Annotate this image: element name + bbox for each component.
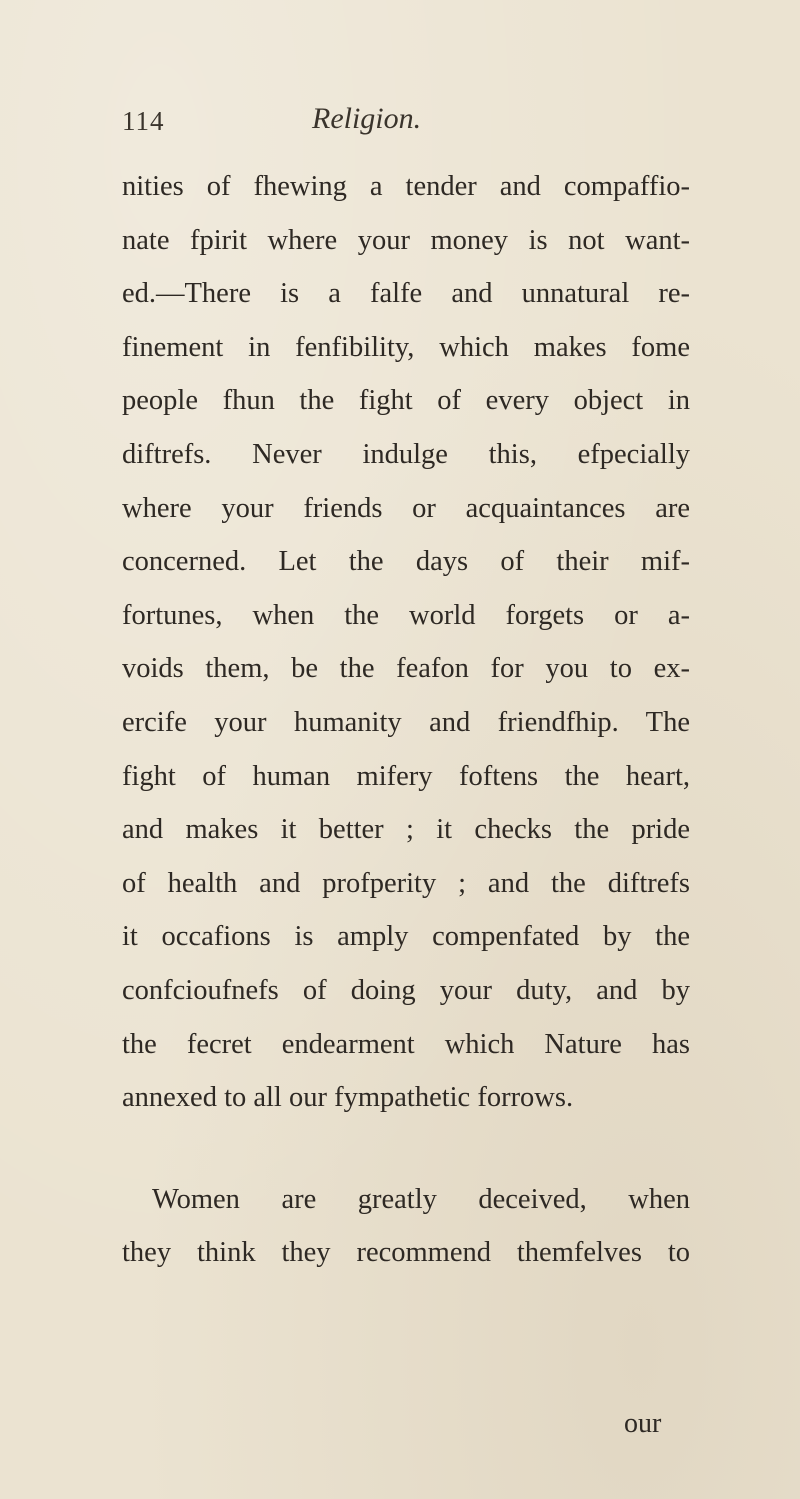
text-line: fortunes, when the world forgets or a- (122, 599, 690, 631)
text-line: they think they recommend themfelves to (122, 1237, 690, 1269)
paragraph-gap (122, 1125, 690, 1173)
text-line: diftrefs. Never indulge this, efpecially (122, 438, 690, 470)
text-line: the fecret endearment which Nature has (122, 1028, 690, 1060)
text-line: people fhun the fight of every object in (122, 385, 690, 417)
running-head: Religion. (312, 102, 422, 135)
text-line: ed.—There is a falfe and unnatural re- (122, 278, 690, 310)
page-header (122, 102, 702, 142)
text-line: finement in fenfibility, which makes fome (122, 331, 690, 363)
catchword: our (624, 1408, 662, 1439)
text-line: confcioufnefs of doing your duty, and by (122, 974, 690, 1006)
body-text (122, 160, 690, 1280)
text-line: where your friends or acquaintances are (122, 492, 690, 524)
text-line: ercife your humanity and friendfhip. The (122, 706, 690, 738)
text-line: concerned. Let the days of their mif- (122, 546, 690, 578)
text-line: nities of fhewing a tender and compaffio- (122, 171, 690, 202)
paragraph-1 (122, 160, 690, 1125)
text-line: of health and profperity ; and the diftrefs (122, 867, 690, 899)
text-line: fight of human mifery foftens the heart, (122, 760, 690, 792)
text-line: nate fpirit where your money is not want- (122, 224, 690, 256)
text-line: Women are greatly deceived, when (152, 1183, 690, 1215)
text-line: annexed to all our fympathetic forrows. (122, 1082, 574, 1114)
paragraph-2 (122, 1173, 690, 1280)
text-line: and makes it better ; it checks the pride (122, 814, 690, 846)
text-line: voids them, be the feafon for you to ex- (122, 653, 690, 685)
text-line: it occafions is amply compenfated by the (122, 921, 690, 953)
page-number: 114 (122, 106, 165, 136)
